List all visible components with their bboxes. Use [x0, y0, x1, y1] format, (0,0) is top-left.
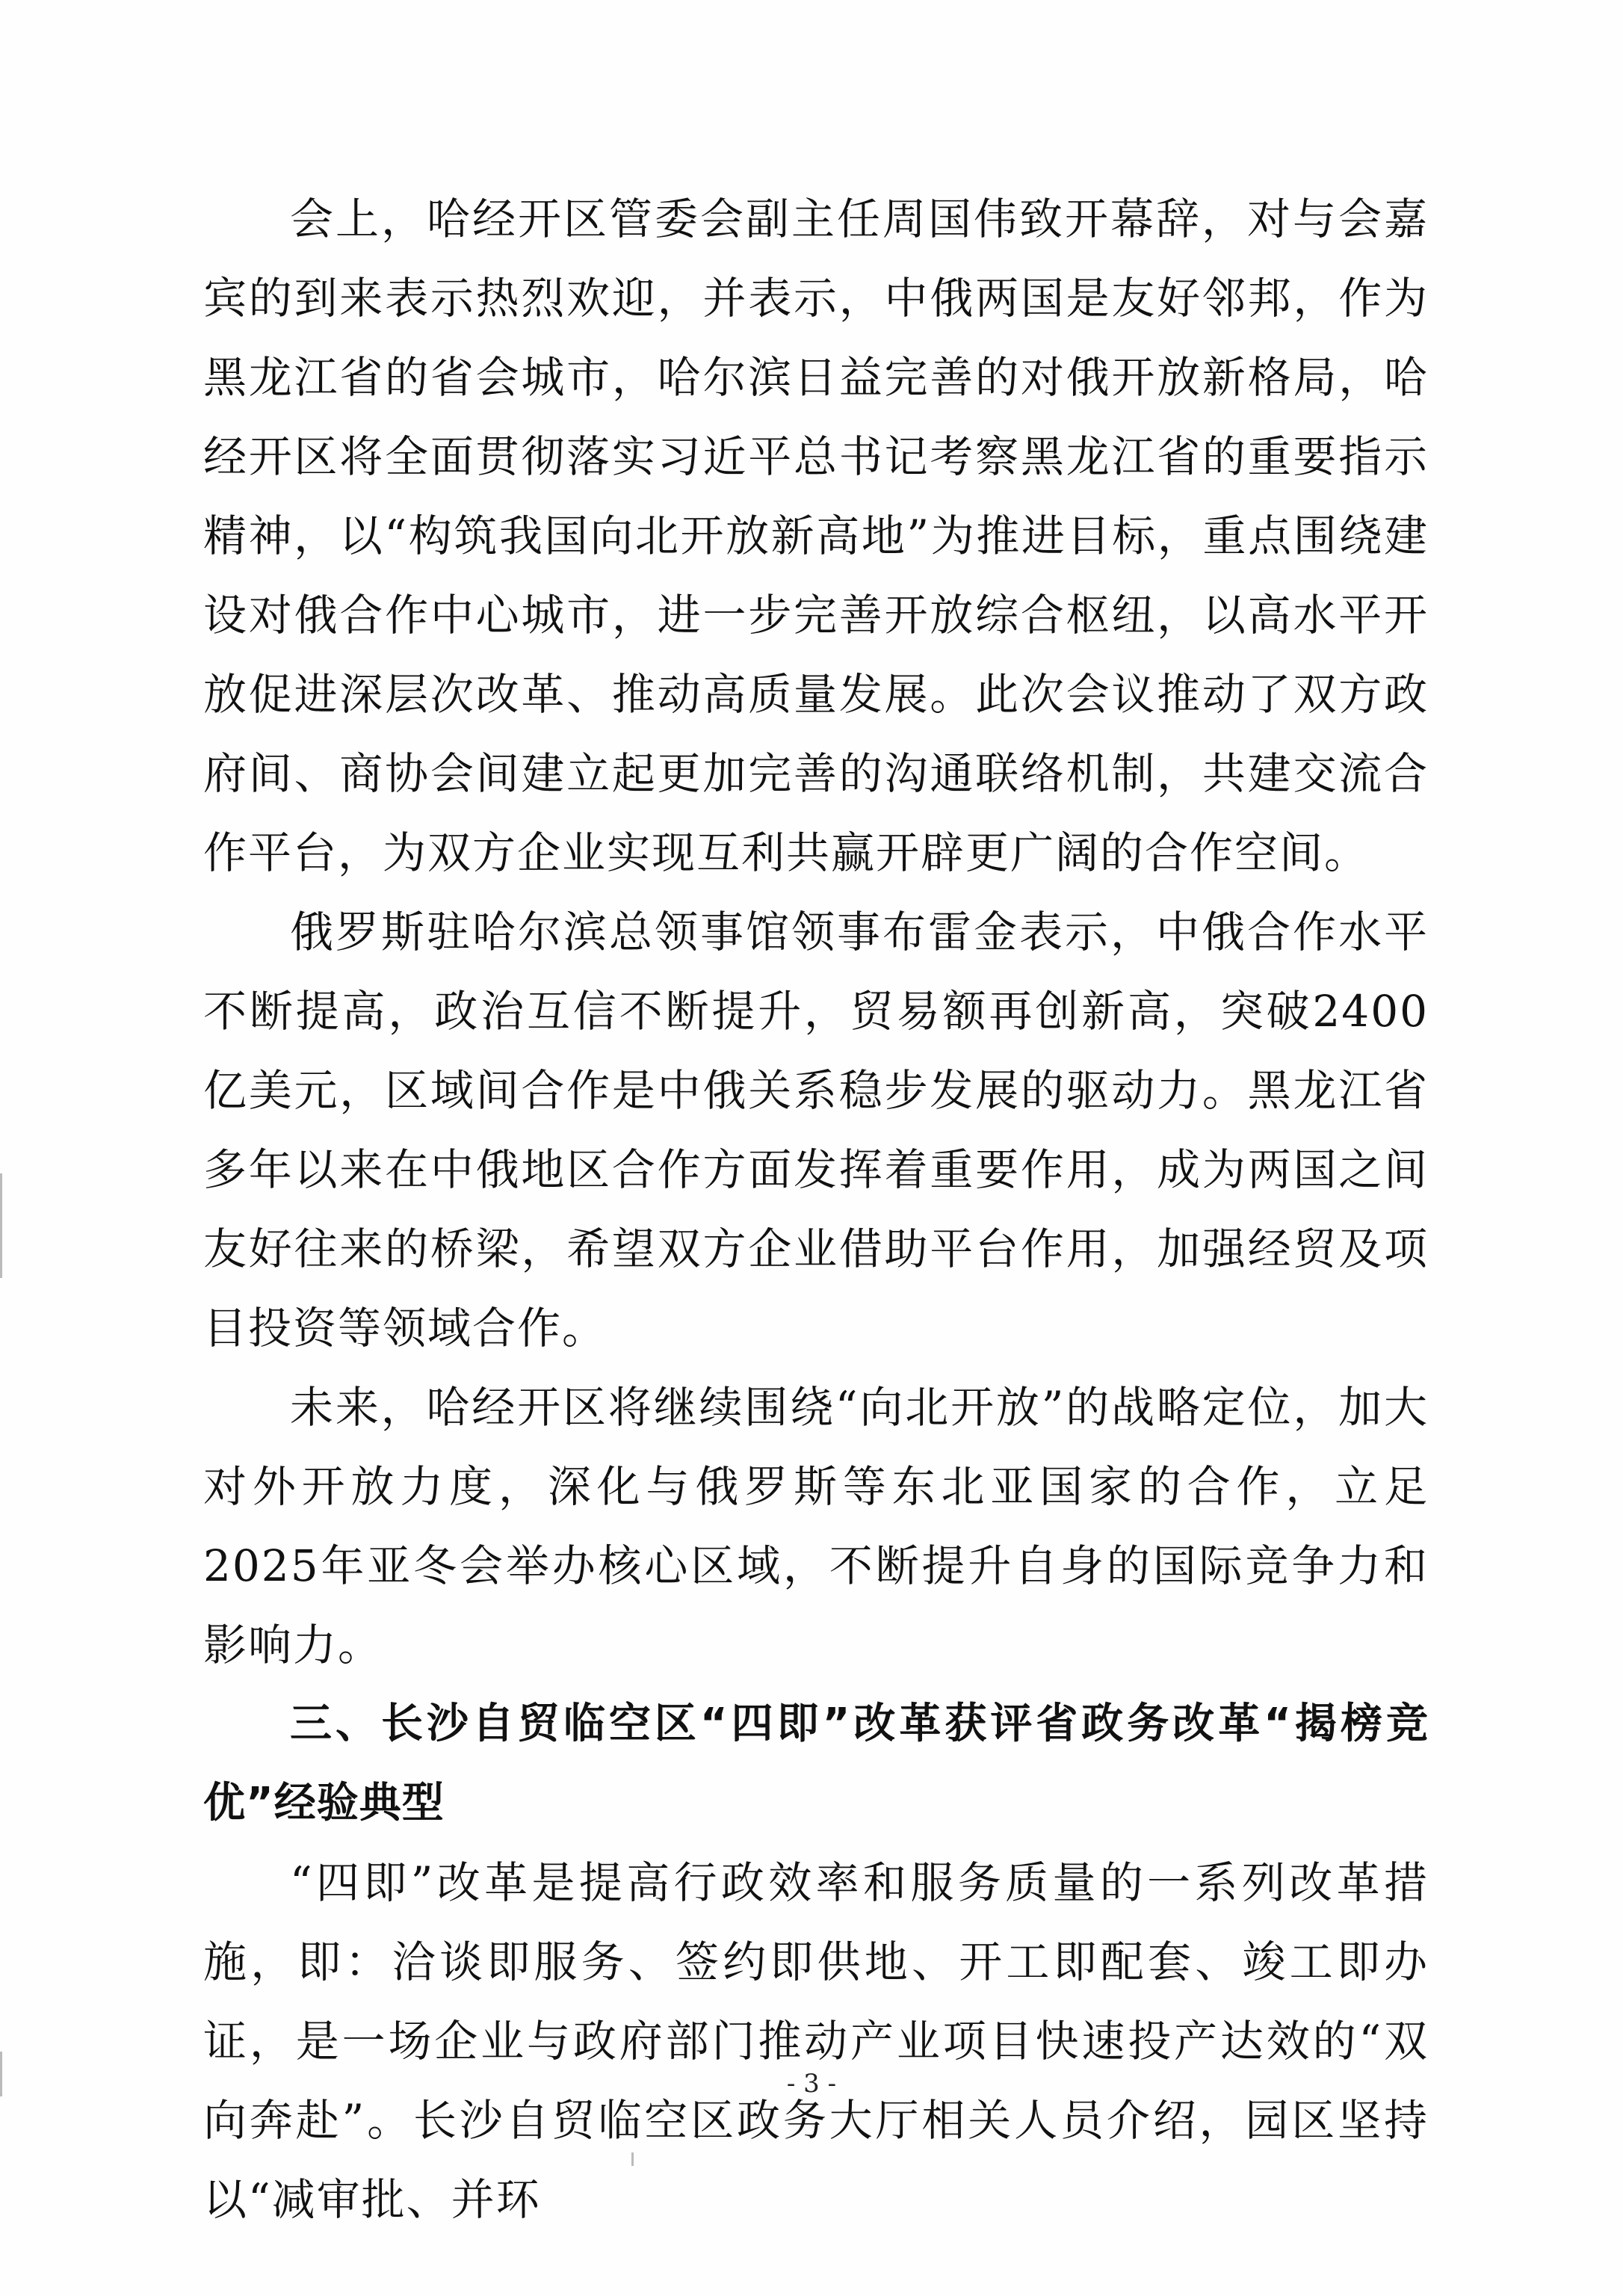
body-paragraph: 未来，哈经开区将继续围绕“向北开放”的战略定位，加大对外开放力度，深化与俄罗斯等东北亚国家的合作，立足2025年亚冬会举办核心区域，不断提升自身的国际竞争力和影响力。 [203, 1382, 1429, 1670]
page-number: - 3 - [786, 2069, 837, 2099]
scan-edge-mark [0, 1173, 2, 1278]
body-paragraph: 会上，哈经开区管委会副主任周国伟致开幕辞，对与会嘉宾的到来表示热烈欢迎，并表示，中俄两国是友好邻邦，作为黑龙江省的省会城市，哈尔滨日益完善的对俄开放新格局，哈经开区将全面贯彻落实习近平总书记考察黑龙江省的重要指示精神，以“构筑我国向北开放新高地”为推进目标，重点围绕建设对俄合作中心城市，进一步完善开放综合枢纽，以高水平开放促进深层次改革、推动高质量发展。此次会议推动了双方政府间、商协会间建立起更加完善的沟通联络机制，共建交流合作平台，为双方企业实现互利共赢开辟更广阔的合作空间。 [203, 194, 1429, 878]
body-paragraph: 俄罗斯驻哈尔滨总领事馆领事布雷金表示，中俄合作水平不断提高，政治互信不断提升，贸易额再创新高，突破2400亿美元，区域间合作是中俄关系稳步发展的驱动力。黑龙江省多年以来在中俄地区合作方面发挥着重要作用，成为两国之间友好往来的桥梁，希望双方企业借助平台作用，加强经贸及项目投资等领域合作。 [203, 907, 1429, 1354]
document-body [203, 179, 1429, 2239]
body-paragraph: “四即”改革是提高行政效率和服务质量的一系列改革措施，即：洽谈即服务、签约即供地、开工即配套、竣工即办证，是一场企业与政府部门推动产业项目快速投产达效的“双向奔赴”。长沙自贸临空区政务大厅相关人员介绍，园区坚持以“减审批、并环 [203, 1857, 1429, 2225]
section-heading: 三、长沙自贸临空区“四即”改革获评省政务改革“揭榜竞优”经验典型 [203, 1700, 1429, 1827]
